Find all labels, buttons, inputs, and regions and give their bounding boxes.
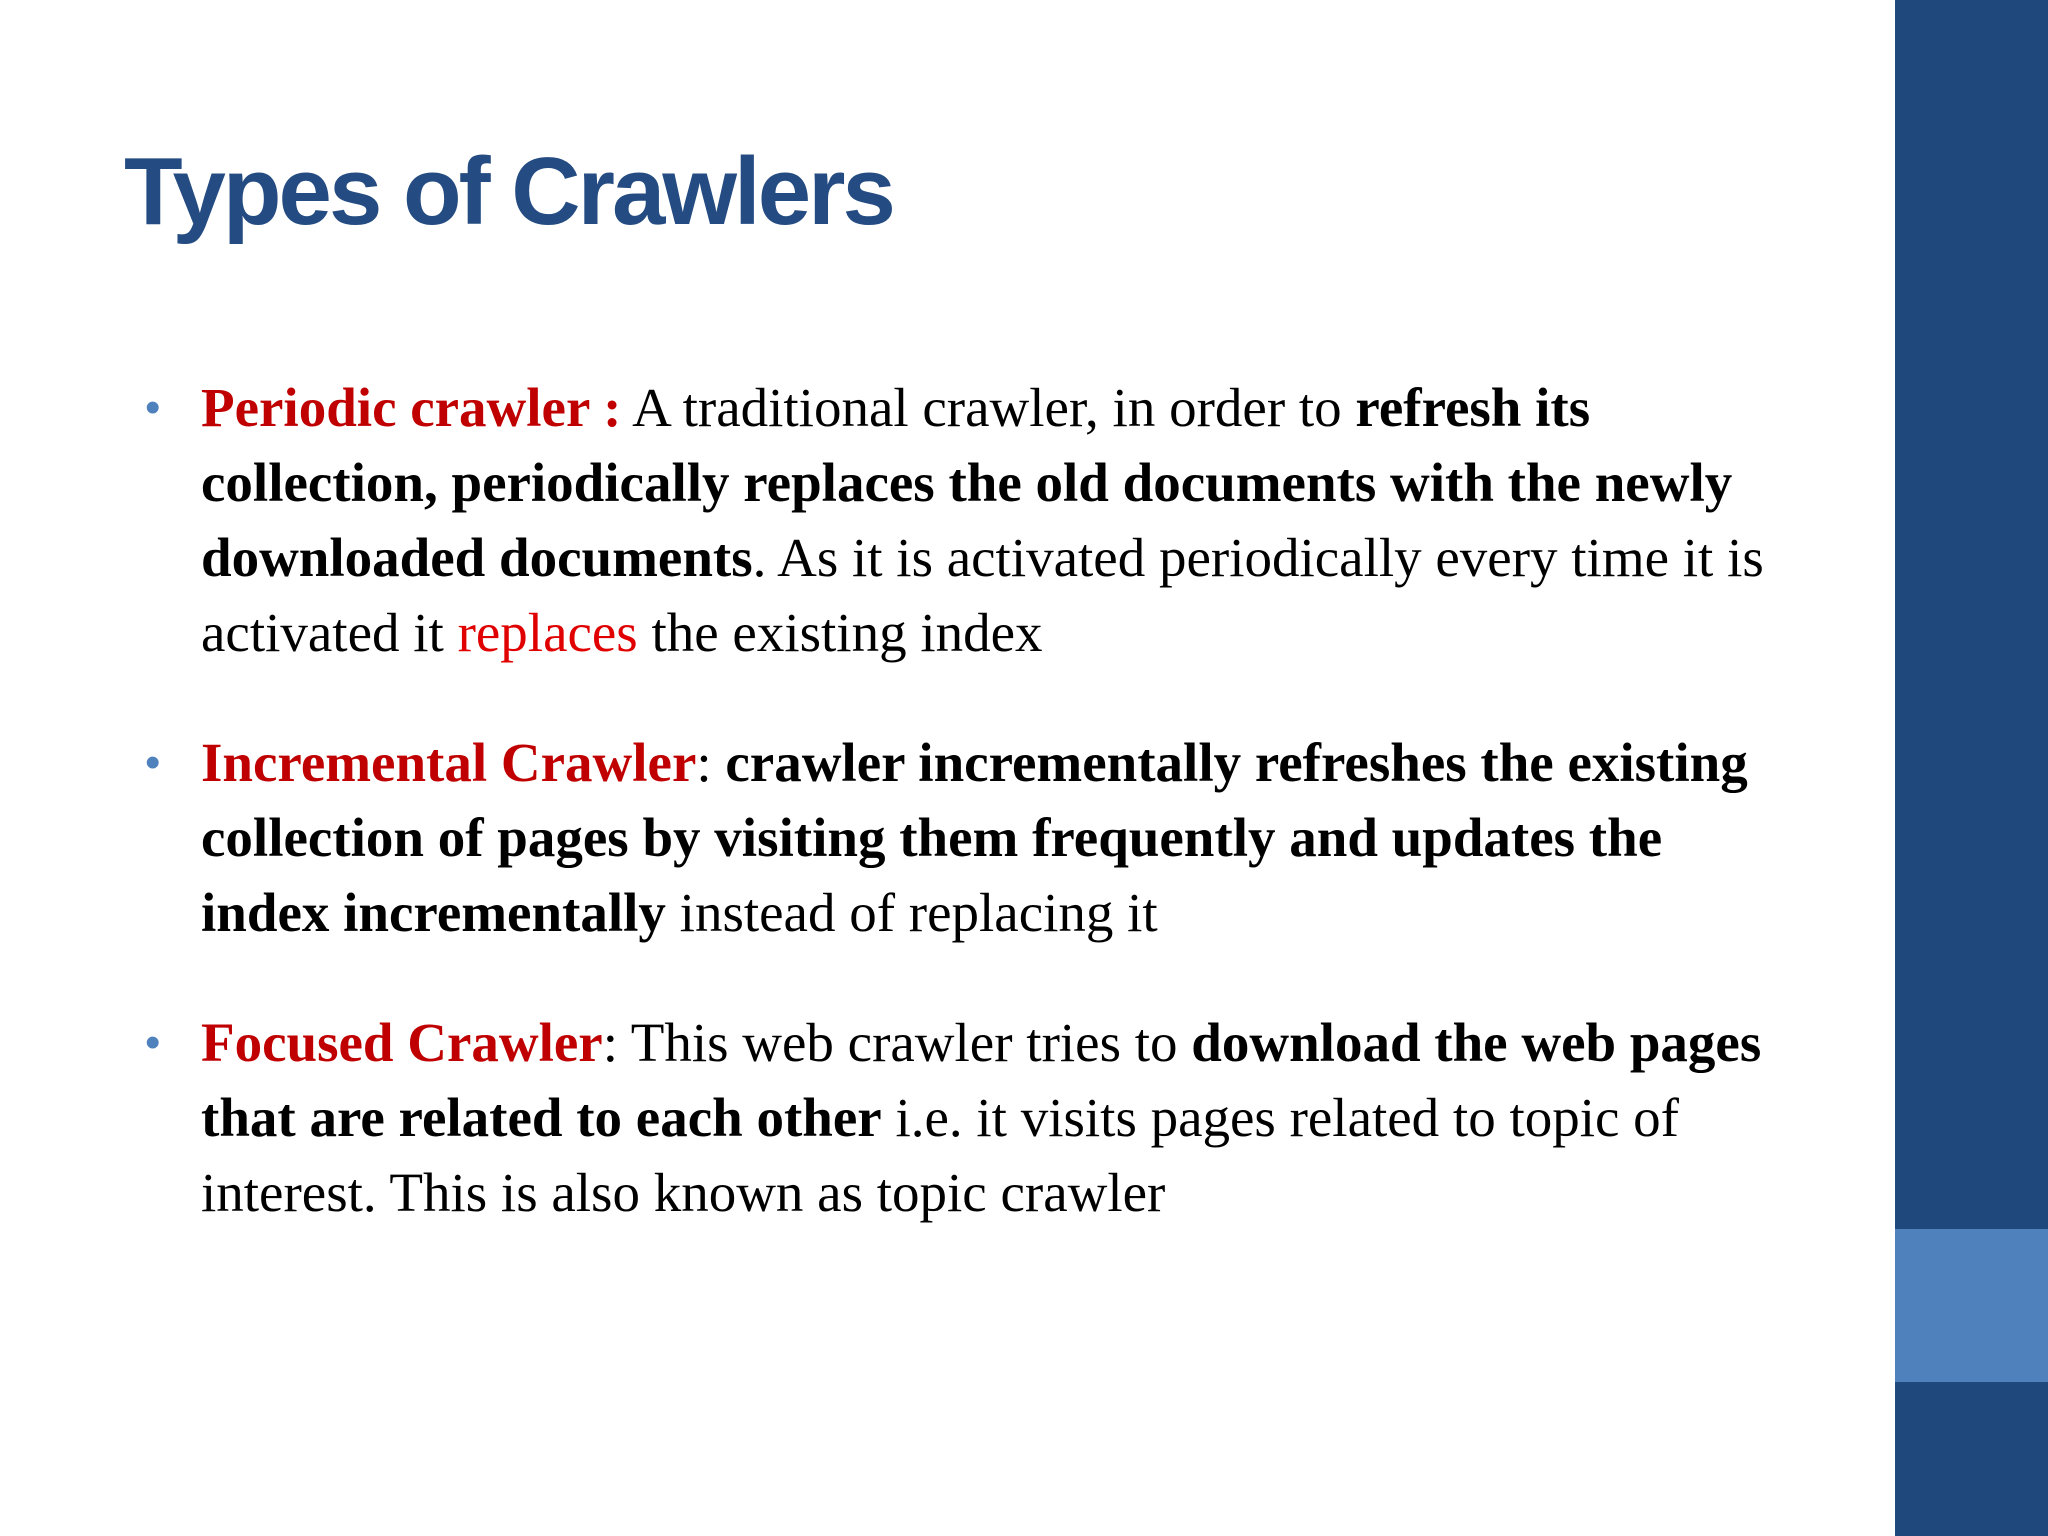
text-segment: : [696,732,726,793]
bullet-icon: • [145,1018,161,1067]
bold-segment: download the web pages that are related to each other [201,1012,1762,1148]
bold-segment: refresh its collection, periodically replaces the old documents with the newly downloaded documents [201,377,1733,588]
highlight-word: replaces [457,602,638,663]
slide-sidebar [1895,0,2048,1536]
bullet-list [145,370,1785,1285]
bullet-focused-crawler [145,1005,1785,1230]
bold-segment: crawler incrementally refreshes the existing collection of pages by visiting them frequently and updates the index incrementally [201,732,1748,943]
bullet-periodic-crawler [145,370,1785,670]
term-label: Periodic crawler : [201,377,622,438]
text-segment: instead of replacing it [665,882,1158,943]
bullet-text [201,725,1785,950]
bullet-icon: • [145,738,161,787]
sidebar-accent-block [1895,1229,2048,1382]
text-segment: i.e. it visits pages related to topic of interest. This is also known as topic crawler [201,1087,1679,1223]
sidebar-bottom-block [1895,1382,2048,1536]
text-segment: : This web crawler tries to [602,1012,1192,1073]
term-label: Focused Crawler [201,1012,603,1073]
bullet-text [201,370,1785,670]
sidebar-top-block [1895,0,2048,1229]
slide-title: Types of Crawlers [124,138,893,245]
term-label: Incremental Crawler [201,732,697,793]
bullet-icon: • [145,383,161,432]
bullet-incremental-crawler [145,725,1785,950]
bullet-text [201,1005,1785,1230]
text-segment: . As it is activated periodically every time it is activated it [201,527,1764,663]
text-segment: the existing index [637,602,1043,663]
text-segment: A traditional crawler, in order to [621,377,1356,438]
